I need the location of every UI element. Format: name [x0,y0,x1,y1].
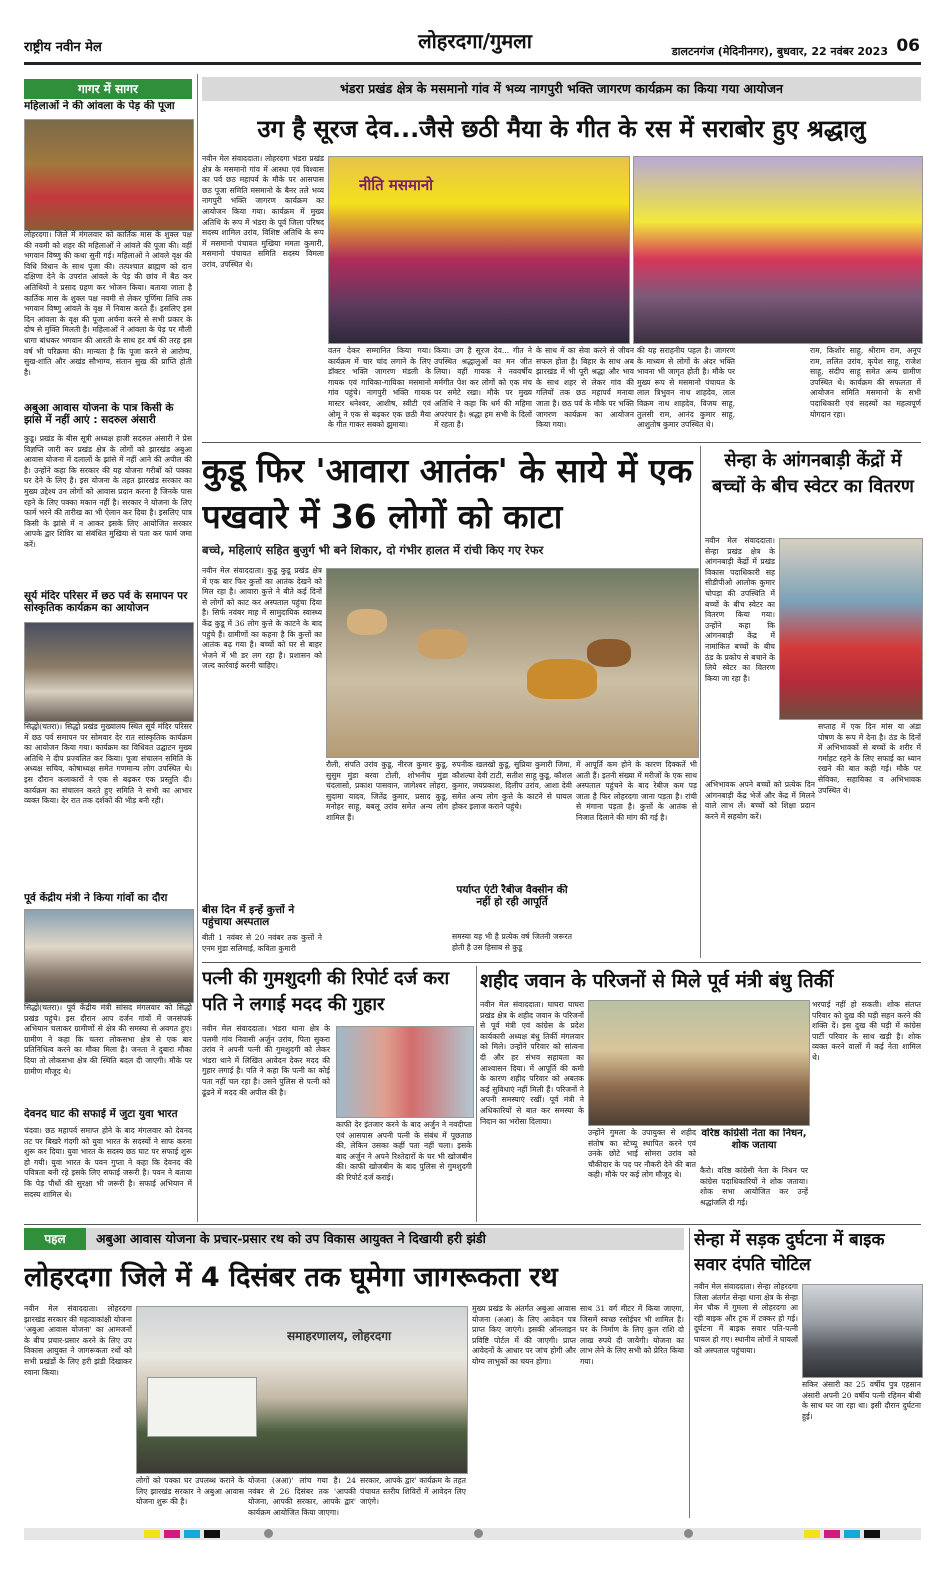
awas-body1: नवीन मेल संवाददाता। लोहरदगा झारखंड सरकार की महत्वाकांक्षी योजना 'अबुआ आवास योजना' का आमजनों के बीच प्रचार-प्रसार करने के लिए उप विकास आयुक्त ने जागरूकता रथों को सभी प्रखंडों के लिए हरी झंडी दिखाकर रवाना किया। [24,1304,132,1377]
dog-story-body3: रुपनीक खलखो कुडू, सुप्रिया कुमारी जिमा, कौशल्या देवी टाटी, सतीश साहू कुडू, कौशल कुमार, जयप्रकाश, दिलीप उरांव, आशा देवी समेत अन्य लोग कुत्ते के काटने से घायल होकर इलाज कराने पहुंचे। [452,760,572,812]
awas-kicker-bar [24,1228,684,1250]
dog-story-body4: में आपूर्ति कम होने के कारण दिक्कतें भी आती हैं। इतनी संख्या में मरीजों के एक साथ अस्पताल पहुंचने के बाद रेबीज कम पड़ जाता है फिर लोहरदगा जाना पड़ता है। रांची से मंगाना पड़ता है। कुत्तों के आतंक से निजात दिलाने की मांग की गई है। [576,760,697,822]
brand-name: राष्ट्रीय नवीन मेल [24,40,102,55]
dateline: डालटनगंज (मेदिनीनगर), बुधवार, 22 नवंबर 2023 [671,45,888,58]
building-sign [287,1327,457,1347]
reg-dot [684,1529,693,1538]
reg-magenta [824,1530,840,1538]
awas-body2: मुख्य प्रखंड के अंतर्गत अबुआ आवास योजना (अआ) के लिए आवेदन पत्र प्राप्त किए जाएंगे। इसकी ऑनलाइन प्रविष्टि पोर्टल में की जाएगी। प्राप्त आवेदनों के आधार पर जांच होगी और योग्य लाभुकों का चयन होगा। [472,1304,576,1366]
awas-tag-text: पहल [44,1232,66,1246]
martyr-body5: भरपाई नहीं हो सकती। शोक संतप्त परिवार को दुख की घड़ी सहन करने की शक्ति दें। इस दुख की घड़ी में कांग्रेस पार्टी परिवार के साथ खड़ी है। शोक व्यक्त करने वालों में कई नेता शामिल थे। [812,1000,921,1062]
bottom-row-divider [689,1228,690,1518]
martyr-body3: उन्होंने गुमला के उपायुक्त से शहीद संतोष का स्टेच्यू स्थापित करने एवं उनके छोटे भाई सोमरा उरांव को चौकीदार के पद पर नौकरी देने की बात कही। मौके पर कई लोग मौजूद थे। [588,1128,696,1180]
dog-story-sub-b: पर्याप्त एंटी रैबीज वैक्सीन की नहीं हो रही आपूर्ति [456,884,568,909]
top-story-col3: किया। उग है सूरज देव... गीत ने उपस्थित श्रद्धालुओं का मन जीत लिया। वहीं गायक ने नववर्षीय मर्मगीत पेश कर लोगों को एक मंच पर समेटे रखा। मौके पर मुख्य अतिथि ने कहा कि धर्म की महिमा अपरंपार है। श्रद्धा हम सभी के दिलों में रहता है। [434,346,532,430]
dog-story-subhead: बच्चे, महिलाएं सहित बुजुर्ग भी बने शिकार, दो गंभीर हालत में रांची किए गए रेफर [202,544,544,557]
accident-body2: सकिर अंसारी का 25 वर्षीय पुत्र एहसान अंसारी अपनी 20 वर्षीय पत्नी रहिमन बीबी के साथ घर जा रहा था। इसी दौरान दुर्घटना हुई। [802,1380,921,1421]
masthead-brand [24,36,214,58]
dog-story-headline: कुडू फिर 'आवारा आतंक' के साये में एक पखवारे में 36 लोगों को काटा [202,451,693,536]
martyr-family-photo [588,1000,810,1126]
top-story-col4: के साथ में का सेवा करने से जीवन सफल होता है। बिहार के साथ अब झारखंड में भी पूरी श्रद्धा और भाव के साथ शहर से लेकर गांव की गलियों तक छठ महापर्व मनाया जाता है। छठ पर्व के मौके पर भक्ति जागरण कार्यक्रम का आयोजन किया गया। [536,346,634,430]
reg-dot [264,1529,273,1538]
martyr-body1: नवीन मेल संवाददाता। घाघरा घाघरा प्रखंड क्षेत्र के शहीद जवान के परिजनों से पूर्व मंत्री एवं कांग्रेस के प्रदेश कार्यकारी अध्यक्ष बंधु तिर्की मंगलवार को मिले। उन्होंने परिवार को सांत्वना दी और हर संभव सहायता का आश्वासन दिया। में आपूर्ति की कमी के कारण शहीद परिवार को अबतक कई सुविधाएं नहीं मिली हैं। परिजनों ने अपनी समस्याएं रखीं। पूर्व मंत्री ने अधिकारियों से बात कर समस्या के निदान का भरोसा दिलाया। [480,1000,584,1126]
top-story-col6: राम, किशोर साहू, श्रीराम राम, अनूप राम, ललित उरांव, कृपेश साहू, राजेश साहू, संदीप साहू समेत अन्य ग्रामीण उपस्थित थे। कार्यक्रम की सफलता में आयोजन समिति मसमानो के सभी पदाधिकारी एवं सदस्यों का महत्वपूर्ण योगदान रहा। [810,346,921,419]
rule-above-bottom-row [24,1224,921,1225]
awas-body3: साथ 31 वर्ग मीटर में किया जाएगा, जिसमें स्वच्छ रसोईघर भी शामिल है। घर के निर्माण के लिए कुल राशि दो लाख रुपये दी जायेगी। योजना का लाभ लेने के लिए सभी को प्रेरित किया गया। [580,1304,684,1366]
print-registration-strip [24,1528,921,1540]
left-s4-title: पूर्व केंद्रीय मंत्री ने किया गांवों का दौरा [24,892,168,904]
stage-banner [359,175,519,199]
surya-mandir-photo [24,622,194,722]
top-story-col1: नवीन मेल संवाददाता। लोहरदगा भंडरा प्रखंड क्षेत्र के मसमानो गांव में आस्था एवं विश्वास का पर्व छठ महापर्व के मौके पर आसपास छठ पूजा समिति मसमानो के बैनर तले भव्य नागपुरी भक्ति जागरण कार्यक्रम का आयोजन किया गया। कार्यक्रम में मुख्य अतिथि के रूप में भंडरा के पूर्व जिला परिषद सदस्य शामिल उरांव, विशिष्ट अतिथि के रूप में मसमानो पंचायत मुखिया ममता कुमारी, मसमानो पंचायत समिति सदस्य विमला उरांव, उपस्थित थे। [202,154,324,269]
martyr-body4: कैरो। वरिष्ठ कांग्रेसी नेता के निधन पर कांग्रेस पदाधिकारियों ने शोक जताया। शोक सभा आयोजित कर उन्हें श्रद्धांजलि दी गई। [700,1166,808,1207]
awas-tag [24,1228,86,1250]
awas-body5: योजना (अआ)' लांच गया है। 24 नवंबर से 26 दिसंबर तक 'आपकी योजना, आपकी सरकार, आपके द्वार' कार्यक्रम आयोजित किया जाएगा। [248,1476,356,1517]
awas-body6: सरकार, आपके द्वार' कार्यक्रम के तहत पंचायत स्तरीय शिविरों में आवेदन लिए जाएंगे। [360,1476,466,1507]
reg-cyan [184,1530,200,1538]
stray-dogs-photo [326,568,699,758]
page-number [890,36,920,60]
jagran-stage-photo-1 [328,156,630,344]
mid-row-divider-1 [476,966,477,1222]
anganwadi-body1: नवीन मेल संवाददाता। सेन्हा प्रखंड क्षेत्र के आंगनबाड़ी केंद्रों में प्रखंड विकास पदाधिकारी सह सीडीपीओ आलोक कुमार चोपड़ा की उपस्थिति में बच्चों के बीच स्वेटर का वितरण किया गया। उन्होंने कहा कि आंगनबाड़ी केंद्र में नामांकित बच्चों के बीच ठंड के प्रकोप से बचाने के लिये स्वेटर का वितरण किया जा रहा है। [705,536,775,683]
martyr-sub: वरिष्ठ कांग्रेसी नेता का निधन, शोक जताया [701,1128,807,1151]
left-s1-title: महिलाओं ने की आंवला के पेड़ की पूजा [24,100,175,112]
masthead-dateline [628,40,888,58]
left-s1-body: लोहरदगा। जिले में मंगलवार को कार्तिक मास के शुक्ल पक्ष की नवमी को शहर की महिलाओं ने आंवले की पूजा की। वहीं भगवान विष्णु की कथा सुनी गई। महिलाओं ने आंवले वृक्ष की विधि विधान के साथ पूजा की। तत्पश्चात ब्राह्मण को दान दक्षिणा देने के उपरांत आंवले के पेड़ की छांव में बैठ कर अतिथियों ने प्रसाद ग्रहण कर भोजन किया। बताया जाता है कार्तिक मास के शुक्ल पक्ष नवमी से लेकर पूर्णिमा तिथि तक भगवान विष्णु आंवले के वृक्ष में निवास करते हैं। इसलिए इस दिन आंवला के वृक्ष की पूजा अर्चना करने से सभी प्रकार के दोष से मुक्ति मिलती है। महिलाओं ने आंवला के पेड़ पर मौली धागा बांधकर भगवान की आरती के साथ हर वर्ष की तरह इस वर्ष भी परिक्रमा की। मान्यता है कि पूजा करने से आरोग्य, सुख-शांति और अखंड सौभाग्य, संतान सुख की प्राप्ति होती है। [24,230,192,377]
dog-anganwadi-divider [700,446,701,958]
accident-bike-photo [802,1284,923,1378]
left-s3-body: सिद्धो(चतरा)। सिद्धो प्रखंड मुख्यालय स्थित सूर्य मंदिर परिसर में छठ पर्व समापन पर सोमवार देर रात सांस्कृतिक कार्यक्रम का आयोजन किया गया। कार्यक्रम का विधिवत उद्घाटन मुख्य अतिथि ने दीप प्रज्वलित कर किया। पूजा संचालन समिति के अध्यक्ष सचिव, कोषाध्यक्ष समेत गणमान्य लोग उपस्थित थे। इस दौरान कलाकारों ने एक से बढ़कर एक प्रस्तुति दी। कार्यक्रम का संचालन करते हुए समिति ने सभी का आभार व्यक्त किया। देर रात तक दर्शकों की भीड़ बनी रही। [24,722,192,806]
rule-above-mid-row [202,962,921,963]
missing-wife-body1: नवीन मेल संवाददाता। भंडरा थाना क्षेत्र के पलमी गांव निवासी अर्जुन उरांव, पिता सुकरा उरांव ने अपनी पत्नी की गुमशुदगी को लेकर भंडरा थाने में लिखित आवेदन देकर मदद की गुहार लगाई है। पति ने कहा कि पत्नी का कोई पता नहीं चल रहा है। उसने पुलिस से पत्नी को ढूंढने में मदद की अपील की है। [202,1024,330,1097]
awas-headline: लोहरदगा जिले में 4 दिसंबर तक घूमेगा जागरूकता रथ [24,1262,558,1293]
rath-vehicle [147,1377,257,1437]
accident-headline: सेन्हा में सड़क दुर्घटना में बाइक सवार दंपति चोटिल [694,1230,885,1275]
left-s2-body: कुडू। प्रखंड के बीस सूत्री अध्यक्ष हाजी सदरुल अंसारी ने प्रेस विज्ञप्ति जारी कर प्रखंड क्षेत्र के लोगों को झारखंड अबुआ आवास योजना में दलालों के झांसे में नहीं आने की अपील की है। उन्होंने कहा कि सरकार की यह योजना गरीबों को पक्का घर देने के लिए है। इस योजना के तहत झारखंड सरकार का मुख्य उद्देश्य उन लोगों को आवास प्रदान करना है जिनके पास रहने के लिए पक्का मकान नहीं है। सरकार ने योजना के लिए फार्म भरने की तारीख का भी ऐलान कर दिया है। इसलिए पात्र किसी के झांसे में न आकर इसके लिए आयोजित सरकार आपके द्वार शिविर या संबंधित मुखिया से पता कर फार्म जमा करें। [24,434,192,549]
left-s2-title: अबुआ आवास योजना के पात्र किसी के झांसे में नहीं आएं : सदरुल अंसारी [24,402,174,427]
jagran-stage-photo-2 [633,156,923,344]
reg-yellow [804,1530,820,1538]
left-s5-title: देवनद घाट की सफाई में जुटा युवा भारत [24,1108,178,1120]
left-section-label [24,79,192,99]
accident-body1: नवीन मेल संवाददाता। सेन्हा लोहरदगा जिला अंतर्गत सेन्हा थाना क्षेत्र के सेन्हा मेन चौक में गुमला से लोहरदगा आ रही बाइक और ट्रक में टक्कर हो गई। दुर्घटना में बाइक सवार पति-पत्नी घायल हो गए। स्थानीय लोगों ने घायलों को अस्पताल पहुंचाया। [694,1282,798,1355]
reg-dot [474,1529,483,1538]
reg-black [864,1530,880,1538]
minister-visit-photo [24,909,194,1003]
section-title: लोहरदगा/गुमला [418,30,532,53]
left-s5-body: चंदवा। छठ महापर्व समाप्त होने के बाद मंगलवार को देवनद तट पर बिखरे गंदगी को युवा भारत के सदस्यों ने साफ करना शुरू कर दिया। युवा भारत के सदस्य छठ घाट पर सफाई शुरू हो गयी। युवा भारत के पवन गुप्ता ने कहा कि देवनद की पवित्रता बनी रहे इसके लिए सफाई जरूरी है। पवन ने बताया कि पेड़ पौधों की सुरक्षा भी जरूरी है। सफाई अभियान में सदस्य शामिल थे। [24,1126,192,1199]
reg-yellow [144,1530,160,1538]
awareness-rath-photo [136,1306,468,1474]
dog-shape [587,639,631,667]
kicker-text: भंडरा प्रखंड क्षेत्र के मसमानो गांव में भव्य नागपुरी भक्ति जागरण कार्यक्रम का किया गया आयोजन [340,81,783,96]
building-sign-text: समाहरणालय, लोहरदगा [287,1329,392,1343]
missing-woman-photo [336,1026,474,1118]
masthead-section [380,30,570,60]
top-story-kicker [202,77,921,101]
missing-wife-body2: काफी देर इंतजार करने के बाद अर्जुन ने नवदीप्ता एवं आसपास अपनी पत्नी के संबंध में पूछताछ की, लेकिन उसका कहीं पता नहीं चला। इसके बाद अर्जुन ने अपने रिश्तेदारों के घर भी खोजबीन की। काफी खोजबीन के बाद पुलिस से गुमशुदगी की रिपोर्ट दर्ज कराई। [336,1120,472,1182]
stage-banner-text: नीति मसमानो [359,176,434,194]
reg-magenta [164,1530,180,1538]
left-s4-body: सिद्धो(चतरा)। पूर्व केंद्रीय मंत्री सांसद मंगलवार को सिद्धो प्रखंड पहुंचे। इस दौरान आप दर्जन गांवों में जनसंपर्क अभियान चलाकर ग्रामीणों से क्षेत्र की समस्या से अवगत हुए। ग्रामीण ने कहा कि चतरा लोकसभा क्षेत्र से एक बार प्रतिनिधित्व करने का मौका मिला है। जनता ने दुबारा मौका दिया तो लोकसभा क्षेत्र की स्थिति बदल दी जाएगी। मौके पर ग्रामीण मौजूद थे। [24,1003,192,1076]
anganwadi-headline: सेन्हा के आंगनबाड़ी केंद्रों में बच्चों के बीच स्वेटर का वितरण [712,450,914,497]
amla-puja-photo [24,119,194,231]
dog-story-body2: रौली, संपति उरांव कुडू, नीरज कुमार कुडू, सुसुम मुंडा बरवा टोली, शोभनीय मुंडा चंदलासो, प्रकाश पासवान, जागेश्वर लोहरा, सुदामा यादव, जितेंद्र कुमार, प्रसाद कुडू, मनोहर साहू, बबलू उरांव समेत अन्य लोग शामिल हैं। [326,760,448,822]
anganwadi-body3: अभिभावक अपने बच्चों को प्रत्येक दिन आंगनबाड़ी केंद्र भेजें और केंद्र में मिलने वाले लाभ लें। बच्चों को शिक्षा प्रदान करने में सहयोग करें। [705,780,815,821]
page-number-text: 06 [896,36,920,56]
top-story-headline: उग है सूरज देव...जैसे छठी मैया के गीत के रस में सराबोर हुए श्रद्धालु [257,115,866,143]
sweater-distribution-photo [779,538,923,720]
left-column-divider [197,74,198,1222]
dog-story-sub-a: बीस दिन में इन्हें कुत्तों ने पहुंचाया अस्पताल [202,904,295,929]
left-s3-title: सूर्य मंदिर परिसर में छठ पर्व के समापन पर सांस्कृतिक कार्यक्रम का आयोजन [24,590,188,615]
awas-body4: लोगों को पक्का घर उपलब्ध कराने के लिए झारखंड सरकार ने अबुआ आवास योजना शुरू की है। [136,1476,244,1507]
rule-below-top-story [202,442,921,443]
reg-black [204,1530,220,1538]
top-story-col5: की यह सराहनीय पहल है। जागरण के माध्यम से लोगों के अंदर भक्ति भावना भी जागृत होती है। मौके पर मुख्य रूप से मसमानो पंचायत के लाल त्रिभुवन नाथ शाहदेव, लाल विक्रम नाथ शाहदेव, विजय साहू, तुलसी राम, आनंद कुमार साहू, आशुतोष कुमार उपस्थित थे। [637,346,735,430]
masthead-rule [24,62,921,65]
martyr-headline: शहीद जवान के परिजनों से मिले पूर्व मंत्री बंधु तिर्की [480,970,834,992]
reg-cyan [844,1530,860,1538]
dog-story-body-a: बीती 1 नवंबर से 20 नवंबर तक कुत्तों ने एनम मुंडा सलिमाई, कविता कुमारी [202,933,322,953]
awas-kicker: अबुआ आवास योजना के प्रचार-प्रसार रथ को उप विकास आयुक्त ने दिखायी हरी झंडी [96,1231,486,1246]
anganwadi-body2: सप्ताह में एक दिन मांस या अंडा पोषण के रूप में देना है। ठंड के दिनों में अभिभावकों से बच्चों के शरीर में गर्माहट रहने के लिए सफाई का ध्यान रखने की बात कही गई। मौके पर सेविका, सहायिका व अभिभावक उपस्थित थे। [818,722,921,795]
dog-shape [347,609,387,635]
dog-story-body-b: समस्या यह भी है प्रत्येक वर्ष जितनी जरूरत होती है उस हिसाब से कुडू [452,932,572,952]
dog-shape [527,659,597,699]
dog-shape [417,629,467,659]
top-story-col2: वतन देकर सम्मानित किया गया। कार्यक्रम में चार चांद लगाने के लिए डॉक्टर भक्ति जागरण मंडली के गायक एवं गायिका-गायिका मसमानो गांव पहुंचे। नागपुरी भक्ति गायक मास्टर धनेश्वर, आशीष, स्वीटी एवं ओमू ने एक से बढ़कर एक छठी मैया के गीत गाकर सबको झुमाया। [328,346,431,430]
dog-story-body1: नवीन मेल संवाददाता। कुडू कुडू प्रखंड क्षेत्र में एक बार फिर कुत्तों का आतंक देखने को मिल रहा है। आवारा कुत्ते ने बीते कई दिनों से लोगों को काट कर अस्पताल पहुंचा दिया है। सिर्फ नवंबर माह में सामुदायिक स्वास्थ्य केंद्र कुडू में 36 लोग कुत्ते के काटने के बाद पहुंचे हैं। ग्रामीणों का कहना है कि कुत्तों का आतंक बढ़ गया है। बच्चों को घर से बाहर भेजने में भी डर लग रहा है। प्रशासन को जल्द कार्रवाई करनी चाहिए। [202,566,322,671]
missing-wife-headline: पत्नी की गुमशुदगी की रिपोर्ट दर्ज करा पति ने लगाई मदद की गुहार [202,968,450,1015]
left-label-text: गागर में सागर [78,82,138,96]
